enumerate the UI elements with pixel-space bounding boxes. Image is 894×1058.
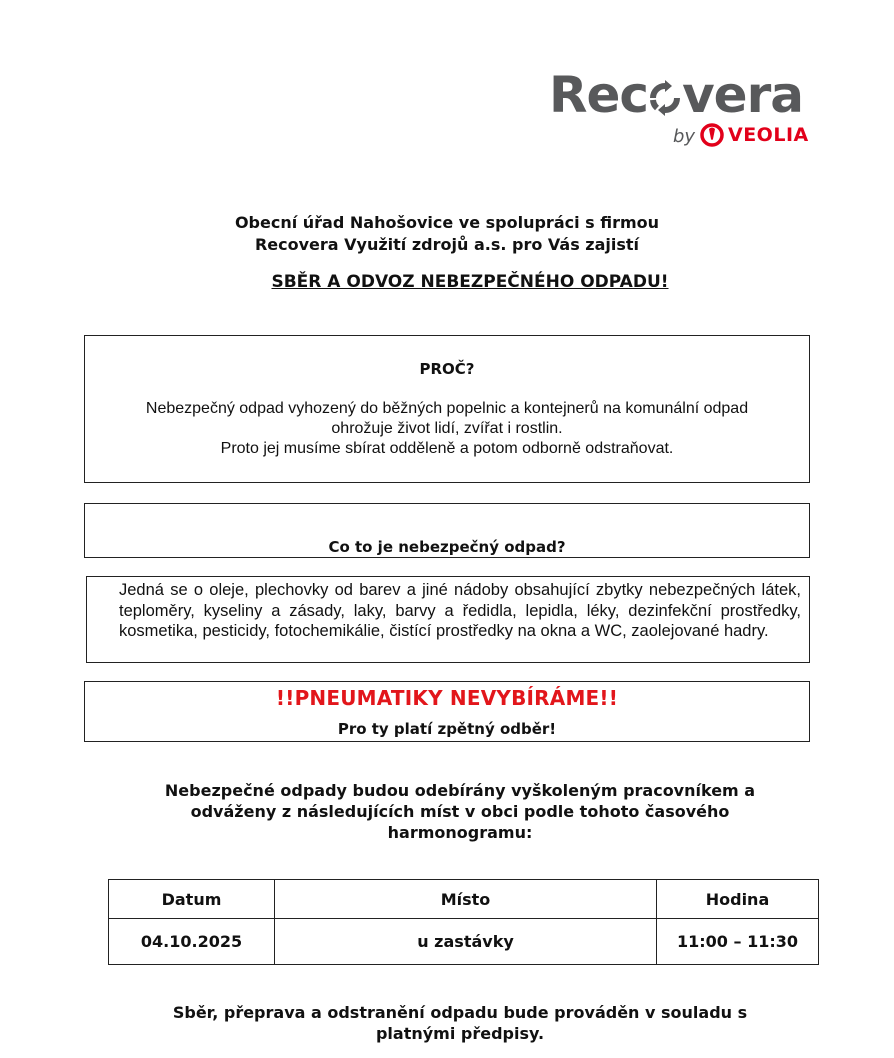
table-header-row bbox=[109, 880, 819, 919]
recycle-arrows-icon bbox=[648, 70, 682, 110]
what-title-box bbox=[84, 503, 810, 558]
veolia-mark-icon bbox=[700, 123, 724, 147]
schedule-intro: Nebezpečné odpady budou odebírány vyškoleným pracovníkem a odváženy z následujících míst v obci podle tohoto časového harmonogramu: bbox=[164, 781, 756, 842]
why-box bbox=[84, 335, 810, 483]
tires-box bbox=[84, 681, 810, 742]
why-line-2: Proto jej musíme sbírat odděleně a potom odborně odstraňovat. bbox=[220, 440, 674, 457]
veolia-text: VEOLIA bbox=[728, 124, 809, 146]
intro-line-1: Obecní úřad Nahošovice ve spolupráci s firmou bbox=[234, 213, 660, 232]
what-list-box bbox=[86, 576, 810, 663]
what-text: Jedná se o oleje, plechovky od barev a jiné nádoby obsahující zbytky nebezpečných látek, teploměry, kyseliny a zásady, laky, barvy a ředidla, lepidla, léky, dezinfekční prostředky, kosmetika, pesticidy, fotochemikálie, čistící prostředky na okna a WC, zaolejované hadry. bbox=[119, 581, 801, 640]
tires-subtitle: Pro ty platí zpětný odběr! bbox=[337, 720, 557, 738]
intro-line-2: Recovera Využití zdrojů a.s. pro Vás zajistí bbox=[254, 235, 640, 254]
logo-text-rest: vera bbox=[682, 66, 803, 124]
footer-note: Sběr, přeprava a odstranění odpadu bude prováděn v souladu s platnými předpisy. bbox=[172, 1003, 748, 1043]
cell-time: 11:00 – 11:30 bbox=[657, 919, 819, 965]
why-text bbox=[85, 399, 809, 459]
logo-wordmark bbox=[549, 66, 803, 124]
cell-place: u zastávky bbox=[275, 919, 657, 965]
intro-text bbox=[0, 212, 894, 256]
header-place: Místo bbox=[275, 880, 657, 919]
header-date: Datum bbox=[109, 880, 275, 919]
cell-date: 04.10.2025 bbox=[109, 919, 275, 965]
page-title: SBĚR A ODVOZ NEBEZPEČNÉHO ODPADU! bbox=[271, 272, 669, 292]
recovera-logo bbox=[545, 66, 820, 156]
veolia-logo bbox=[700, 123, 809, 147]
what-title: Co to je nebezpečný odpad? bbox=[328, 538, 566, 556]
tires-warning: !!PNEUMATIKY NEVYBÍRÁME!! bbox=[275, 686, 619, 710]
why-line-1: Nebezpečný odpad vyhozený do běžných popelnic a kontejnerů na komunální odpad ohrožuje život lidí, zvířat i rostlin. bbox=[145, 400, 749, 437]
why-title: PROČ? bbox=[419, 360, 475, 378]
logo-by: by bbox=[673, 126, 696, 147]
header-time: Hodina bbox=[657, 880, 819, 919]
schedule-table bbox=[108, 879, 819, 965]
logo-text: Rec bbox=[549, 66, 649, 124]
table-row bbox=[109, 919, 819, 965]
